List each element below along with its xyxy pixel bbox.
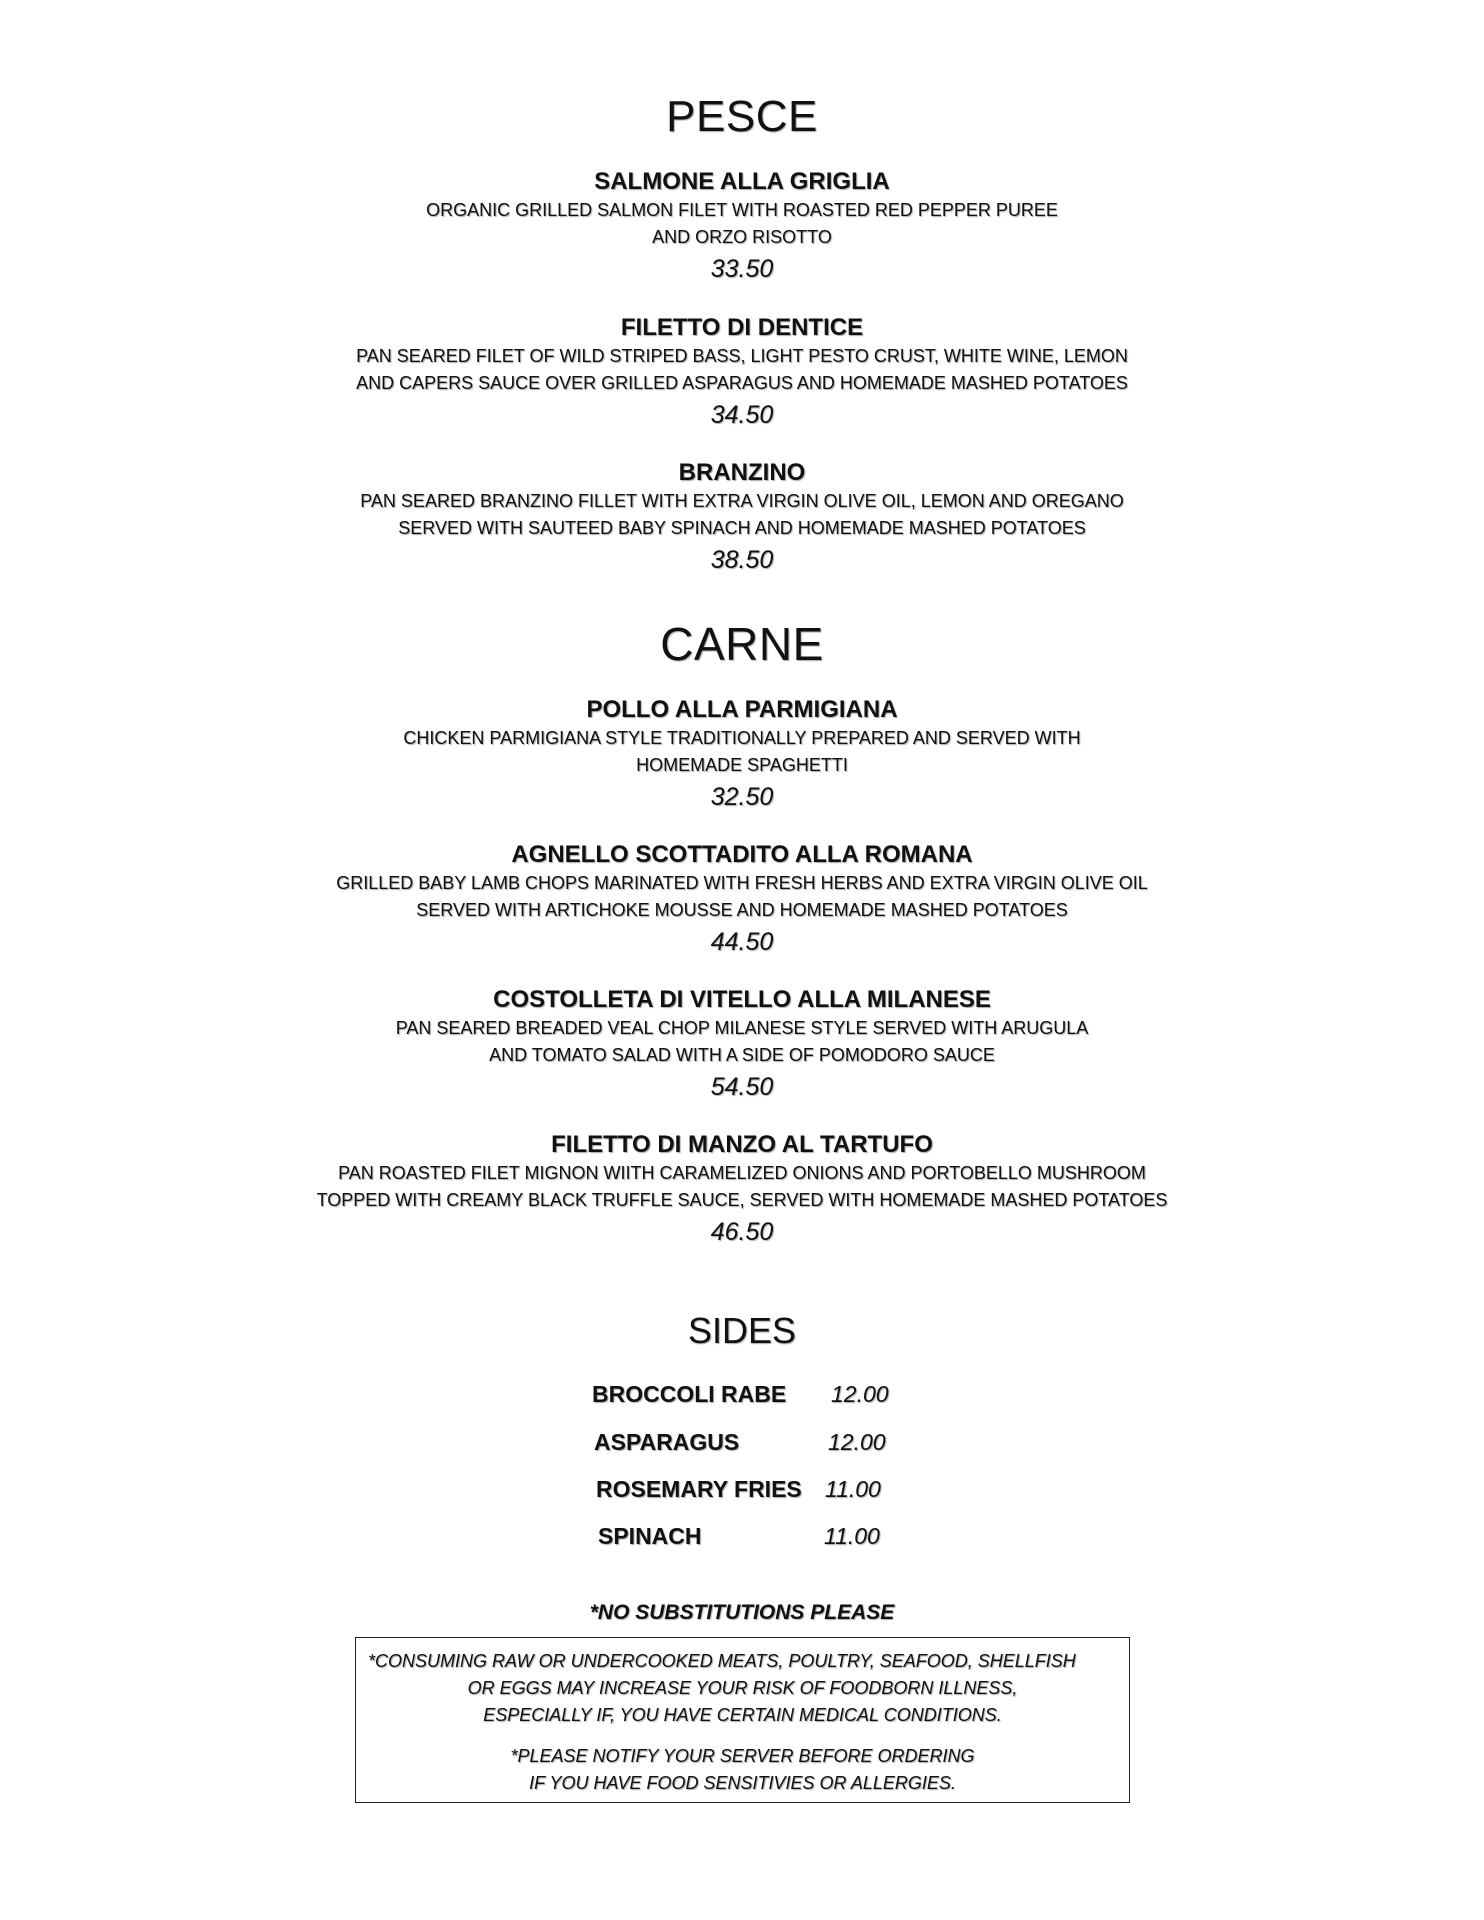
disclaimer-box [355, 1637, 1130, 1803]
section-title-pesce: PESCE [666, 92, 818, 141]
disclaimer-line: *PLEASE NOTIFY YOUR SERVER BEFORE ORDERING [510, 1746, 975, 1766]
item-price: 54.50 [710, 1073, 774, 1101]
item-desc-line: GRILLED BABY LAMB CHOPS MARINATED WITH FRESH HERBS AND EXTRA VIRGIN OLIVE OIL [336, 873, 1148, 893]
item-desc-line: HOMEMADE SPAGHETTI [636, 755, 848, 775]
side-name: ASPARAGUS [594, 1429, 740, 1455]
side-price: 12.00 [831, 1381, 889, 1407]
item-desc-line: TOPPED WITH CREAMY BLACK TRUFFLE SAUCE, SERVED WITH HOMEMADE MASHED POTATOES [316, 1190, 1168, 1210]
item-desc-line: AND ORZO RISOTTO [652, 227, 832, 247]
side-price: 11.00 [824, 1523, 880, 1549]
item-desc-line: CHICKEN PARMIGIANA STYLE TRADITIONALLY PREPARED AND SERVED WITH [403, 728, 1081, 748]
item-name: BRANZINO [678, 459, 806, 486]
side-item [594, 1427, 914, 1457]
menu-item [0, 167, 1484, 287]
menu-item [0, 1130, 1484, 1250]
disclaimer-line: IF YOU HAVE FOOD SENSITIVIES OR ALLERGIES. [529, 1773, 956, 1793]
menu-item [0, 840, 1484, 960]
section-title-sides: SIDES [687, 1310, 797, 1351]
item-desc-line: PAN ROASTED FILET MIGNON WIITH CARAMELIZED ONIONS AND PORTOBELLO MUSHROOM [338, 1163, 1146, 1183]
side-item [596, 1474, 916, 1504]
item-price: 46.50 [710, 1218, 774, 1246]
item-desc-line: PAN SEARED BRANZINO FILLET WITH EXTRA VIRGIN OLIVE OIL, LEMON AND OREGANO [360, 491, 1124, 511]
section-carne [0, 617, 1484, 671]
disclaimer-line: *CONSUMING RAW OR UNDERCOOKED MEATS, POULTRY, SEAFOOD, SHELLFISH [368, 1651, 1076, 1671]
item-name: FILETTO DI MANZO AL TARTUFO [551, 1131, 933, 1158]
item-desc-line: SERVED WITH SAUTEED BABY SPINACH AND HOMEMADE MASHED POTATOES [398, 518, 1086, 538]
item-name: POLLO ALLA PARMIGIANA [586, 696, 898, 723]
menu-item [0, 313, 1484, 433]
item-price: 44.50 [710, 928, 774, 956]
disclaimer-line: OR EGGS MAY INCREASE YOUR RISK OF FOODBORN ILLNESS, [467, 1678, 1018, 1698]
side-name: SPINACH [598, 1523, 702, 1549]
menu-item [0, 458, 1484, 578]
menu-item [0, 985, 1484, 1105]
item-name: SALMONE ALLA GRIGLIA [594, 168, 890, 195]
side-price: 12.00 [828, 1429, 886, 1455]
item-desc-line: PAN SEARED BREADED VEAL CHOP MILANESE STYLE SERVED WITH ARUGULA [395, 1018, 1089, 1038]
item-desc-line: AND TOMATO SALAD WITH A SIDE OF POMODORO SAUCE [489, 1045, 995, 1065]
item-desc-line: SERVED WITH ARTICHOKE MOUSSE AND HOMEMADE MASHED POTATOES [416, 900, 1068, 920]
disclaimer-paragraph [356, 1729, 1129, 1797]
item-price: 33.50 [710, 255, 774, 283]
no-substitutions-note: *NO SUBSTITUTIONS PLEASE [589, 1601, 895, 1624]
disclaimer-paragraph [356, 1638, 1129, 1729]
menu-item [0, 695, 1484, 815]
item-desc-line: PAN SEARED FILET OF WILD STRIPED BASS, LIGHT PESTO CRUST, WHITE WINE, LEMON [356, 346, 1128, 366]
item-name: AGNELLO SCOTTADITO ALLA ROMANA [511, 841, 973, 868]
side-name: BROCCOLI RABE [592, 1381, 787, 1407]
section-sides [0, 1310, 1484, 1352]
side-item [592, 1379, 912, 1409]
side-item [598, 1521, 918, 1551]
item-price: 32.50 [710, 783, 774, 811]
item-name: FILETTO DI DENTICE [620, 314, 864, 341]
item-price: 38.50 [710, 546, 774, 574]
section-title-carne: CARNE [660, 618, 824, 670]
item-desc-line: AND CAPERS SAUCE OVER GRILLED ASPARAGUS AND HOMEMADE MASHED POTATOES [356, 373, 1128, 393]
item-name: COSTOLLETA DI VITELLO ALLA MILANESE [493, 986, 991, 1013]
side-name: ROSEMARY FRIES [596, 1476, 802, 1502]
side-price: 11.00 [825, 1476, 881, 1502]
section-pesce [0, 92, 1484, 142]
disclaimer-line: ESPECIALLY IF, YOU HAVE CERTAIN MEDICAL CONDITIONS. [483, 1705, 1002, 1725]
item-desc-line: ORGANIC GRILLED SALMON FILET WITH ROASTED RED PEPPER PUREE [426, 200, 1058, 220]
item-price: 34.50 [710, 401, 774, 429]
